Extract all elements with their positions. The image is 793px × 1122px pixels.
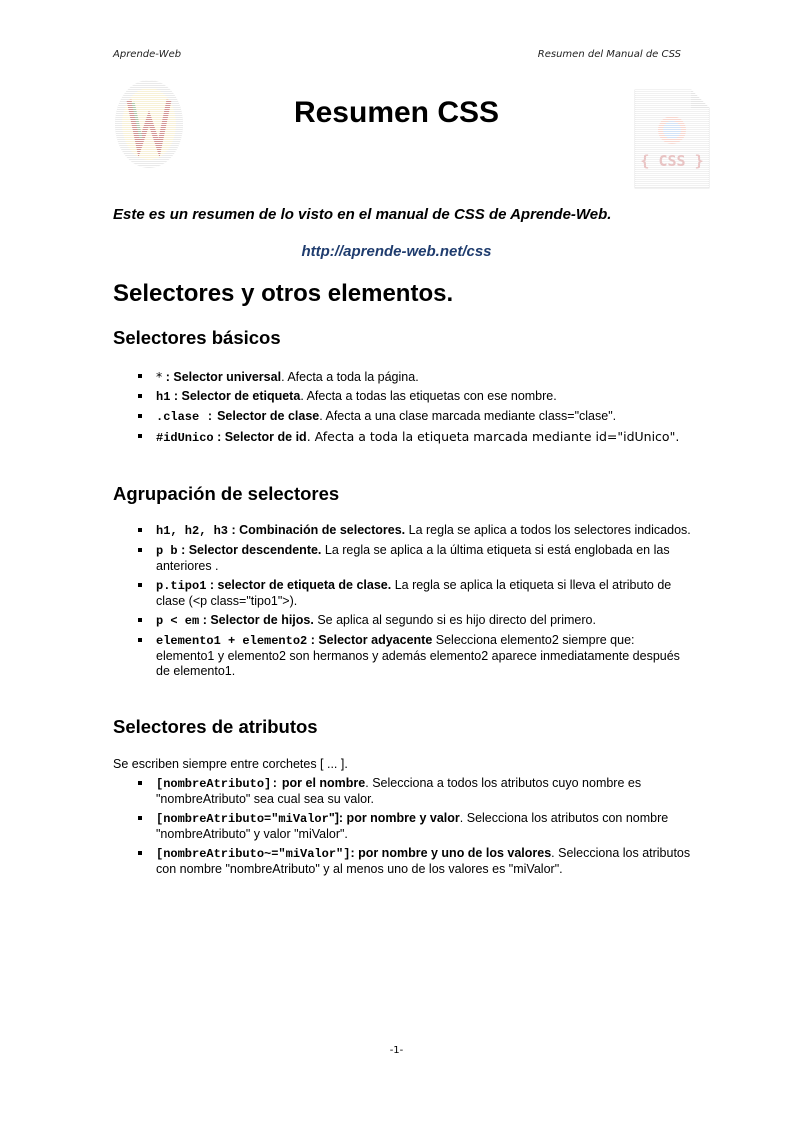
atributos-list	[136, 776, 696, 881]
list-item: #idUnico : Selector de id. Afecta a toda la etiqueta marcada mediante id="idUnico".	[136, 429, 696, 446]
agrupacion-list	[136, 523, 696, 683]
list-item: h1, h2, h3 : Combinación de selectores. La regla se aplica a todos los selectores indicados.	[136, 523, 696, 539]
basicos-heading: Selectores básicos	[113, 327, 281, 348]
agrupacion-heading: Agrupación de selectores	[113, 483, 340, 504]
css-logo-text: { CSS }	[640, 152, 704, 170]
basicos-list	[136, 369, 696, 450]
atributos-intro: Se escriben siempre entre corchetes [ ... ].	[113, 757, 348, 771]
list-item: elemento1 + elemento2 : Selector adyacente Selecciona elemento2 siempre que: elemento1 y elemento2 son hermanos y además elemento2 aparece inmediatamente después de elemento1.	[136, 633, 696, 679]
running-header-left: Aprende-Web	[113, 49, 182, 60]
manual-link[interactable]: http://aprende-web.net/css	[301, 243, 492, 260]
page-number: -1-	[389, 1045, 404, 1056]
list-item: [nombreAtributo="miValor"]: por nombre y valor. Selecciona los atributos con nombre "nombreAtributo" y valor "miValor".	[136, 811, 696, 842]
intro-text: Este es un resumen de lo visto en el manual de CSS de Aprende-Web.	[113, 206, 612, 223]
list-item: [nombreAtributo~="miValor"]: por nombre y uno de los valores. Selecciona los atributos con nombre "nombreAtributo" y al menos uno de los valores es "miValor".	[136, 846, 696, 877]
running-header-right: Resumen del Manual de CSS	[537, 49, 681, 60]
page-title: Resumen CSS	[293, 96, 500, 129]
list-item: * : Selector universal. Afecta a toda la página.	[136, 369, 696, 385]
list-item: .clase : Selector de clase. Afecta a una clase marcada mediante class="clase".	[136, 409, 696, 425]
atributos-heading: Selectores de atributos	[113, 716, 318, 737]
list-item: p b : Selector descendente. La regla se aplica a la última etiqueta si está englobada en las anteriores .	[136, 543, 696, 574]
list-item: h1 : Selector de etiqueta. Afecta a todas las etiquetas con ese nombre.	[136, 389, 696, 405]
list-item: [nombreAtributo]: por el nombre. Selecciona a todos los atributos cuyo nombre es "nombreAtributo" sea cual sea su valor.	[136, 776, 696, 807]
section-heading: Selectores y otros elementos.	[113, 280, 454, 307]
list-item: p < em : Selector de hijos. Se aplica al segundo si es hijo directo del primero.	[136, 613, 696, 629]
list-item: p.tipo1 : selector de etiqueta de clase. La regla se aplica la etiqueta si lleva el atributo de clase (<p class="tipo1">).	[136, 578, 696, 609]
